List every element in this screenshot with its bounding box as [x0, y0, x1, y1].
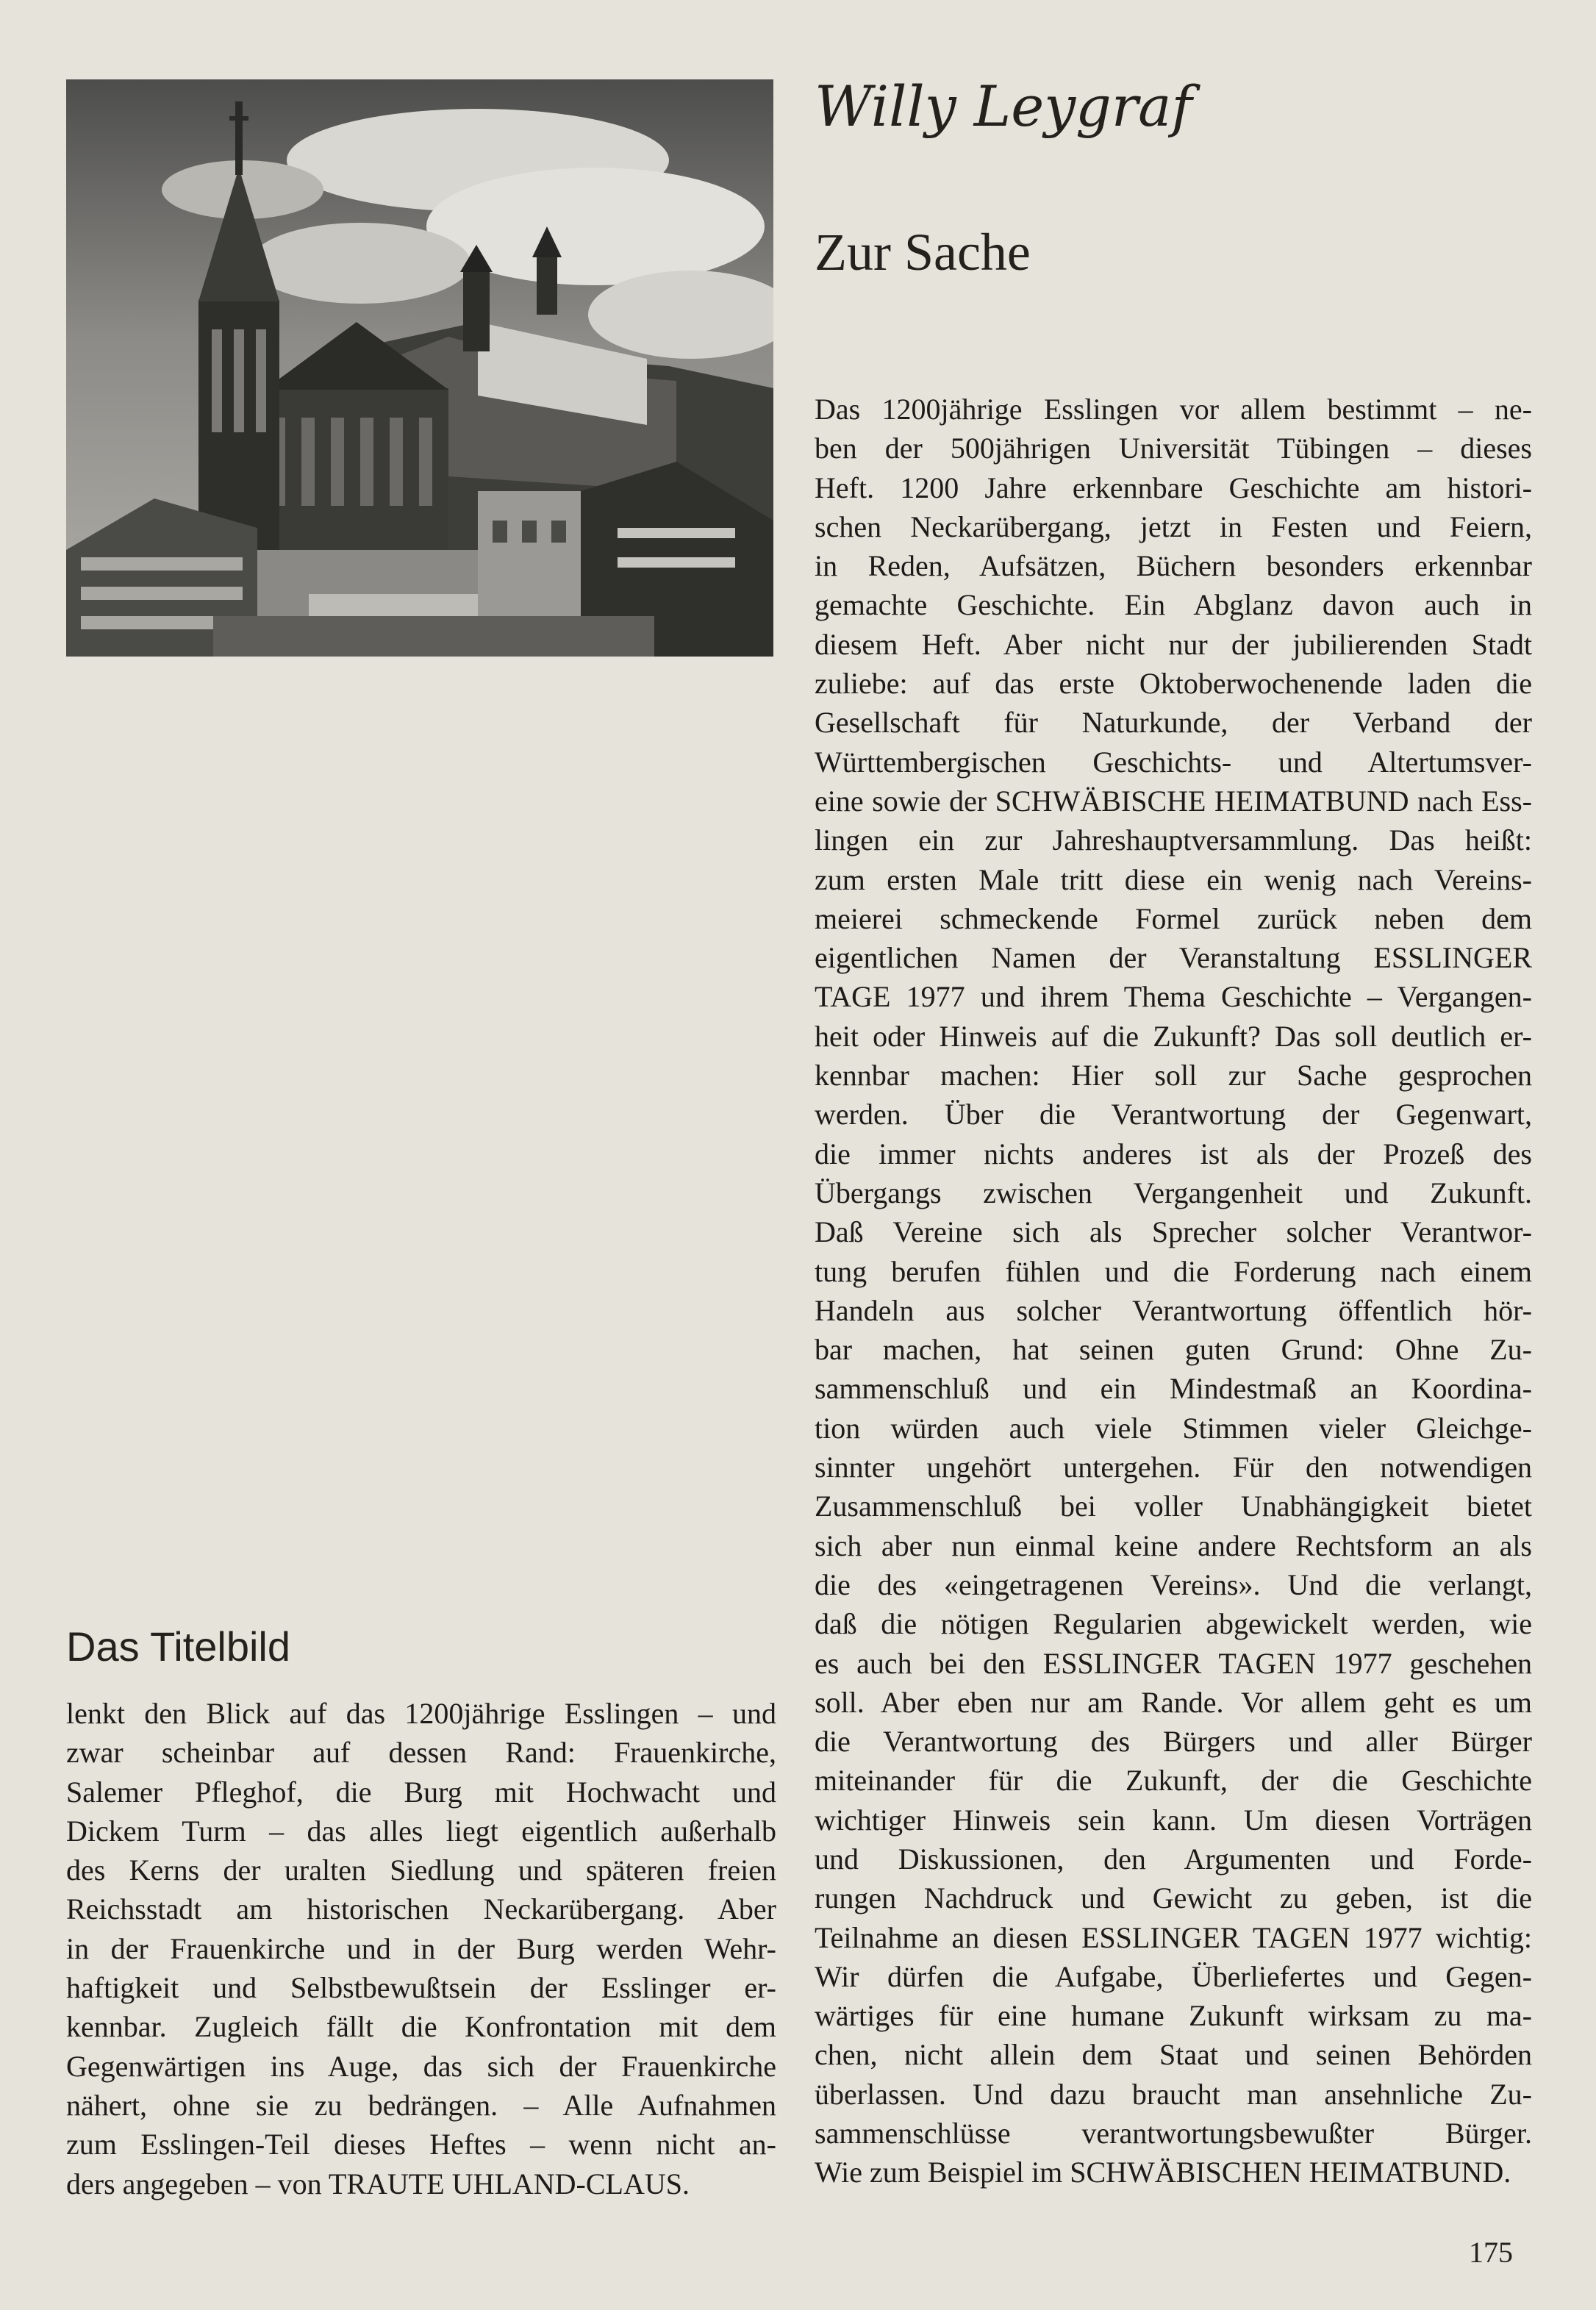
article-line: sammenschlüsse verantwortungsbewußter Bürger.	[815, 2117, 1532, 2150]
article-line: kennbar machen: Hier soll zur Sache gesprochen	[815, 1059, 1532, 1093]
article-line: Teilnahme an diesen ESSLINGER TAGEN 1977 wichtig:	[815, 1920, 1532, 1954]
caption-body	[66, 1694, 776, 2203]
article-line: zuliebe: auf das erste Oktoberwochenende laden die	[815, 667, 1532, 701]
caption-line: Salemer Pfleghof, die Burg mit Hochwacht und	[66, 1775, 776, 1809]
article-line: wichtiger Hinweis sein kann. Um diesen Vorträgen	[815, 1803, 1532, 1837]
article-line: chen, nicht allein dem Staat und seinen Behörden	[815, 2038, 1532, 2072]
article-line: sammenschluß und ein Mindestmaß an Koordina-	[815, 1372, 1532, 1406]
article-line: Handeln aus solcher Verantwortung öffentlich hör-	[815, 1293, 1532, 1327]
article-line: zum ersten Male tritt diese ein wenig nach Vereins-	[815, 862, 1532, 896]
caption-line: zwar scheinbar auf dessen Rand: Frauenkirche,	[66, 1736, 776, 1770]
caption-line: des Kerns der uralten Siedlung und späteren freien	[66, 1853, 776, 1887]
article-line: überlassen. Und dazu braucht man ansehnliche Zu-	[815, 2077, 1532, 2111]
article-line: die Verantwortung des Bürgers und aller Bürger	[815, 1725, 1532, 1759]
page-number: 175	[1469, 2236, 1513, 2269]
article-line: miteinander für die Zukunft, der die Geschichte	[815, 1764, 1532, 1798]
article-line: Wie zum Beispiel im SCHWÄBISCHEN HEIMATBUND.	[815, 2156, 1511, 2189]
article-line: schen Neckarübergang, jetzt in Festen und Feiern,	[815, 509, 1532, 543]
article-line: die des «eingetragenen Vereins». Und die verlangt,	[815, 1567, 1532, 1601]
article-line: Heft. 1200 Jahre erkennbare Geschichte am histori-	[815, 471, 1532, 504]
caption-line: nähert, ohne sie zu bedrängen. – Alle Aufnahmen	[66, 2088, 776, 2122]
article-line: und Diskussionen, den Argumenten und Forde-	[815, 1842, 1532, 1875]
caption-line: Dickem Turm – das alles liegt eigentlich außerhalb	[66, 1814, 776, 1848]
article-line: ben der 500jährigen Universität Tübingen – dieses	[815, 432, 1532, 465]
article-line: Übergangs zwischen Vergangenheit und Zukunft.	[815, 1176, 1532, 1209]
article-line: eine sowie der SCHWÄBISCHE HEIMATBUND nach Ess-	[815, 784, 1532, 818]
article-line: es auch bei den ESSLINGER TAGEN 1977 geschehen	[815, 1646, 1532, 1680]
caption-line: in der Frauenkirche und in der Burg werden Wehr-	[66, 1931, 776, 1965]
article-line: die immer nichts anderes ist als der Prozeß des	[815, 1137, 1532, 1170]
article-line: diesem Heft. Aber nicht nur der jubilierenden Stadt	[815, 627, 1532, 661]
article-line: lingen ein zur Jahreshauptversammlung. Das heißt:	[815, 823, 1532, 857]
article-line: sinnter ungehört untergehen. Für den notwendigen	[815, 1451, 1532, 1484]
caption-line: ders angegeben – von TRAUTE UHLAND-CLAUS.	[66, 2167, 690, 2200]
caption-line: Gegenwärtigen ins Auge, das sich der Frauenkirche	[66, 2049, 776, 2083]
article-line: werden. Über die Verantwortung der Gegenwart,	[815, 1098, 1532, 1131]
article-line: Zusammenschluß bei voller Unabhängigkeit bietet	[815, 1490, 1532, 1523]
article-line: Württembergischen Geschichts- und Altertumsver-	[815, 745, 1532, 779]
article-line: Das 1200jährige Esslingen vor allem bestimmt – ne-	[815, 393, 1532, 426]
caption-line: kennbar. Zugleich fällt die Konfrontation mit dem	[66, 2010, 776, 2044]
article-line: meierei schmeckende Formel zurück neben dem	[815, 901, 1532, 935]
caption-line: Reichsstadt am historischen Neckarübergang. Aber	[66, 1892, 776, 1926]
article-body	[815, 390, 1532, 2192]
article-line: bar machen, hat seinen guten Grund: Ohne Zu-	[815, 1333, 1532, 1367]
cover-photo-esslingen	[66, 79, 773, 657]
caption-line: zum Esslingen-Teil dieses Heftes – wenn nicht an-	[66, 2128, 776, 2161]
article-line: tion würden auch viele Stimmen vieler Gleichge-	[815, 1411, 1532, 1445]
article-line: Wir dürfen die Aufgabe, Überliefertes und Gegen-	[815, 1959, 1532, 1993]
article-line: Daß Vereine sich als Sprecher solcher Verantwor-	[815, 1215, 1532, 1249]
author-name: Willy Leygraf	[815, 74, 1192, 139]
article-line: tung berufen fühlen und die Forderung nach einem	[815, 1254, 1532, 1288]
article-line: in Reden, Aufsätzen, Büchern besonders erkennbar	[815, 549, 1532, 583]
caption-line: haftigkeit und Selbstbewußtsein der Esslinger er-	[66, 1971, 776, 2005]
caption-line: lenkt den Blick auf das 1200jährige Esslingen – und	[66, 1697, 776, 1730]
article-line: sich aber nun einmal keine andere Rechtsform an als	[815, 1528, 1532, 1562]
article-line: Gesellschaft für Naturkunde, der Verband der	[815, 706, 1532, 740]
article-line: wärtiges für eine humane Zukunft wirksam zu ma-	[815, 1999, 1532, 2033]
article-line: daß die nötigen Regularien abgewickelt werden, wie	[815, 1607, 1532, 1641]
article-line: eigentlichen Namen der Veranstaltung ESSLINGER	[815, 941, 1532, 975]
article-line: rungen Nachdruck und Gewicht zu geben, ist die	[815, 1881, 1532, 1915]
article-title: Zur Sache	[815, 223, 1031, 282]
article-line: TAGE 1977 und ihrem Thema Geschichte – Vergangen-	[815, 980, 1532, 1014]
article-line: soll. Aber eben nur am Rande. Vor allem geht es um	[815, 1685, 1532, 1719]
article-line: gemachte Geschichte. Ein Abglanz davon auch in	[815, 588, 1532, 622]
article-line: heit oder Hinweis auf die Zukunft? Das soll deutlich er-	[815, 1019, 1532, 1053]
caption-heading: Das Titelbild	[66, 1623, 291, 1670]
